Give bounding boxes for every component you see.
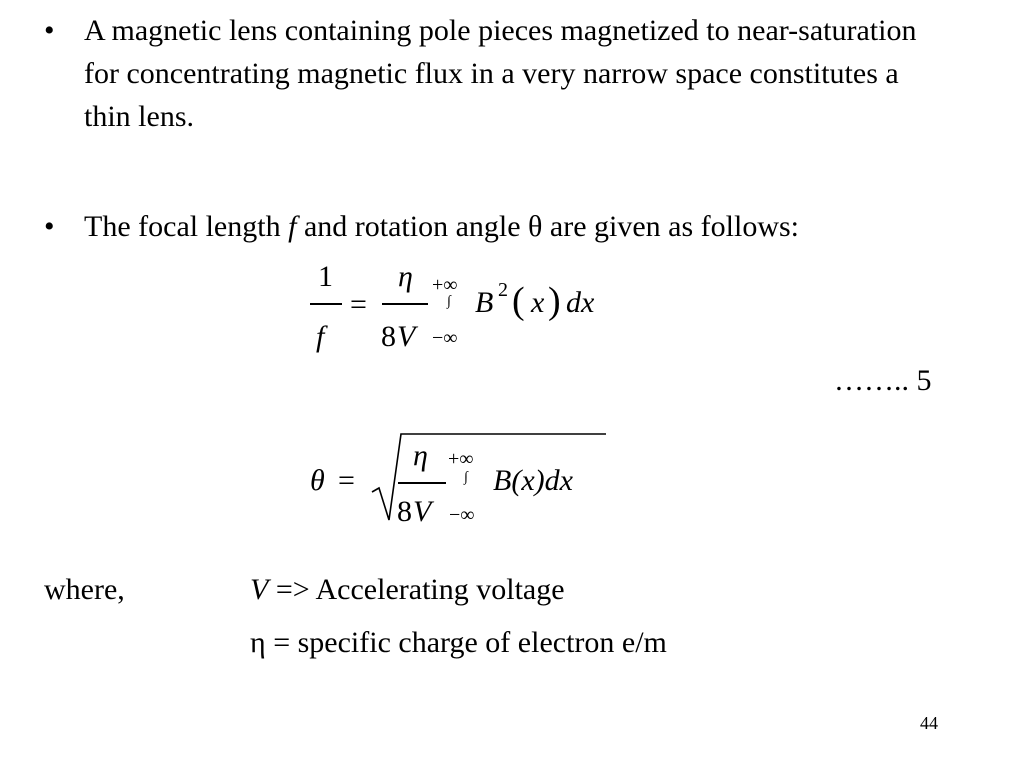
definition-symbol: η — [250, 626, 266, 659]
bullet-marker: • — [44, 210, 55, 243]
focal-length-variable: f — [288, 210, 297, 243]
bullet-text-part: and rotation angle θ are given as follows: — [296, 210, 799, 243]
equals-sign: = — [350, 288, 367, 321]
bullet-text-part: The focal length — [84, 210, 289, 243]
definition-row — [250, 572, 565, 608]
fraction-bar — [398, 482, 446, 484]
integral-upper-limit: +∞ — [448, 448, 474, 470]
integral-upper-limit: +∞ — [432, 274, 458, 296]
page-number: 44 — [920, 713, 938, 733]
integral-sign: ∫ — [447, 294, 451, 309]
right-paren: ) — [548, 280, 561, 322]
coefficient-denominator-variable: V — [413, 495, 432, 528]
fraction-numerator: 1 — [318, 260, 333, 293]
equals-sign: = — [338, 464, 355, 497]
coefficient-denominator-variable: V — [397, 320, 416, 353]
integral-sign: ∫ — [464, 470, 468, 485]
b-field-symbol: B — [475, 286, 494, 319]
exponent: 2 — [498, 279, 508, 301]
coefficient-denominator-digit: 8 — [397, 495, 412, 528]
left-paren: ( — [512, 280, 525, 322]
integrand: B(x)dx — [493, 464, 573, 497]
fraction-bar — [382, 303, 428, 305]
fraction-bar — [310, 303, 342, 305]
coefficient-denominator-digit: 8 — [381, 320, 396, 353]
bullet-text: A magnetic lens containing pole pieces magnetized to near-saturation for concentrating magnetic flux in a very narrow space constitutes a thin lens. — [84, 14, 917, 133]
bullet-marker: • — [44, 14, 55, 47]
fraction-denominator: f — [316, 320, 325, 353]
differential: dx — [566, 286, 595, 319]
definition-symbol: V — [250, 573, 269, 606]
definition-text: = specific charge of electron e/m — [265, 626, 667, 659]
integral-lower-limit: −∞ — [449, 504, 475, 526]
bullet-text — [84, 205, 934, 248]
equation-number: …….. 5 — [834, 364, 932, 397]
definition-row — [250, 625, 667, 661]
coefficient-numerator: η — [398, 260, 413, 293]
coefficient-numerator: η — [413, 439, 428, 472]
definition-text: => Accelerating voltage — [268, 573, 565, 606]
variable-x: x — [531, 286, 545, 319]
integral-lower-limit: −∞ — [432, 327, 458, 349]
theta-symbol: θ — [310, 464, 325, 497]
where-label: where, — [44, 573, 125, 606]
